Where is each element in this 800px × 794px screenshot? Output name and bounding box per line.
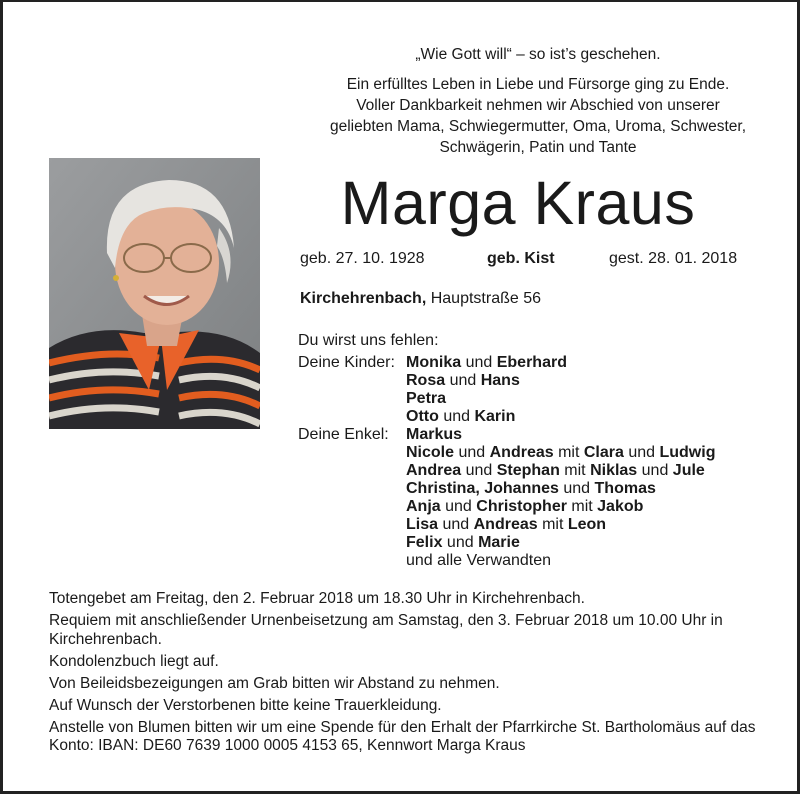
person-name: Eberhard	[496, 354, 567, 371]
mourners-list	[298, 332, 715, 570]
address	[300, 290, 541, 308]
maiden-name: geb. Kist	[487, 250, 555, 267]
intro-line: Schwägerin, Patin und Tante	[439, 139, 637, 156]
connector-text: und	[442, 534, 479, 551]
birth-date: geb. 27. 10. 1928	[300, 250, 425, 267]
connector-text: mit	[566, 498, 598, 515]
person-name: Stephan	[496, 462, 560, 479]
person-name: Lisa	[406, 516, 439, 533]
person-name: Hans	[480, 372, 520, 389]
person-name: Thomas	[594, 480, 656, 497]
person-name: Jule	[672, 462, 705, 479]
intro-quote: „Wie Gott will“ – so ist’s geschehen.	[415, 46, 661, 63]
person-name: Ludwig	[659, 444, 716, 461]
children-group	[298, 354, 715, 426]
connector-text: und	[454, 444, 490, 461]
grandchildren-label: Deine Enkel:	[298, 426, 389, 443]
person-name: Marie	[478, 534, 520, 551]
connector-text: mit	[559, 462, 591, 479]
connector-text: und	[637, 462, 673, 479]
connector-text: und	[445, 372, 481, 389]
connector-text: und	[461, 462, 497, 479]
connector-text: mit	[553, 444, 584, 461]
person-name: Niklas	[590, 462, 638, 479]
name-line	[406, 372, 567, 390]
death-date: gest. 28. 01. 2018	[609, 250, 738, 267]
connector-text: und alle Verwandten	[406, 552, 551, 569]
connector-text: und	[558, 480, 595, 497]
name-line	[406, 552, 715, 570]
person-name: Monika	[406, 354, 462, 371]
note-line: Requiem mit anschließender Urnenbeisetzung am Samstag, den 3. Februar 2018 um 10.00 Uhr in Kirchehrenbach.	[49, 612, 723, 648]
name-line	[406, 462, 715, 480]
person-name: Petra	[406, 390, 447, 407]
name-line	[406, 354, 567, 372]
note-line: Auf Wunsch der Verstorbenen bitte keine Trauerkleidung.	[49, 696, 442, 714]
mourners-lead: Du wirst uns fehlen:	[298, 332, 439, 349]
intro-line: Voller Dankbarkeit nehmen wir Abschied von unserer	[356, 97, 720, 114]
person-name: Andrea	[406, 462, 462, 479]
name-line	[406, 498, 715, 516]
connector-text: und	[438, 516, 474, 533]
intro-text	[263, 44, 800, 158]
person-name: Felix	[406, 534, 443, 551]
portrait-photo	[49, 158, 260, 429]
name-line	[406, 516, 715, 534]
grandchildren-names	[406, 426, 715, 570]
address-street: Hauptstraße 56	[430, 290, 541, 307]
name-line	[406, 534, 715, 552]
connector-text: und	[440, 498, 477, 515]
children-names	[406, 354, 567, 426]
person-name: Jakob	[597, 498, 644, 515]
name-line	[406, 408, 567, 426]
person-name: Otto	[406, 408, 439, 425]
person-name: Nicole	[406, 444, 455, 461]
person-name: Christopher	[476, 498, 567, 515]
intro-line: Ein erfülltes Leben in Liebe und Fürsorge ging zu Ende.	[346, 76, 730, 93]
name-line	[406, 444, 715, 462]
person-name: Andreas	[473, 516, 538, 533]
person-name: Rosa	[406, 372, 446, 389]
note-line: Anstelle von Blumen bitten wir um eine Spende für den Erhalt der Pfarrkirche St. Bartholomäus auf das Konto: IBAN: DE60 7639 1000 0005 4153 65, Kennwort Marga Kraus	[49, 718, 756, 754]
person-name: Christina, Johannes	[406, 480, 559, 497]
person-name: Andreas	[489, 444, 554, 461]
person-name: Markus	[406, 426, 463, 443]
person-name: Leon	[567, 516, 607, 533]
note-line: Von Beileidsbezeigungen am Grab bitten wir Abstand zu nehmen.	[49, 674, 500, 692]
name-line	[406, 390, 567, 408]
service-notes	[49, 590, 759, 759]
deceased-name: Marga Kraus	[340, 169, 696, 237]
connector-text: und	[461, 354, 497, 371]
name-line	[406, 426, 715, 444]
children-label: Deine Kinder:	[298, 354, 395, 371]
address-town: Kirchehrenbach,	[300, 290, 427, 307]
connector-text: und	[623, 444, 660, 461]
person-name: Anja	[406, 498, 441, 515]
connector-text: und	[438, 408, 475, 425]
note-line: Kondolenzbuch liegt auf.	[49, 652, 219, 670]
grandchildren-group	[298, 426, 715, 570]
note-line: Totengebet am Freitag, den 2. Februar 2018 um 18.30 Uhr in Kirchehrenbach.	[49, 590, 585, 607]
intro-line: geliebten Mama, Schwiegermutter, Oma, Uroma, Schwester,	[329, 118, 747, 135]
name-line	[406, 480, 715, 498]
person-name: Karin	[474, 408, 516, 425]
person-name: Clara	[583, 444, 624, 461]
connector-text: mit	[537, 516, 568, 533]
